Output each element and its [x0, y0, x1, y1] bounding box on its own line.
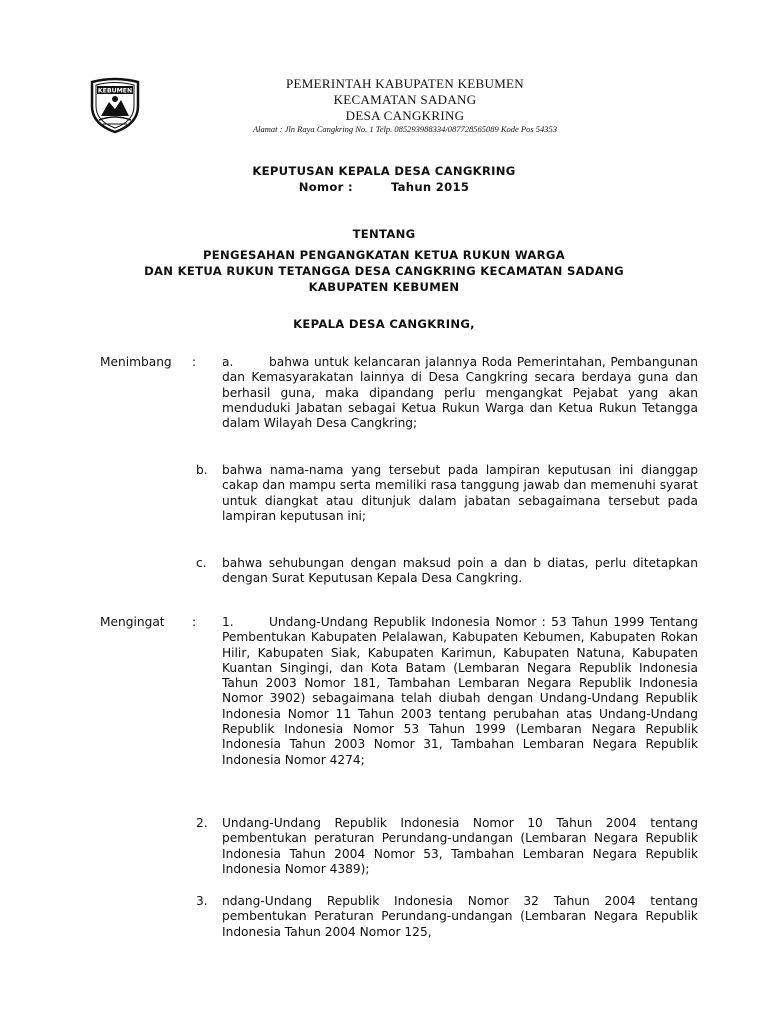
decree-number-label: Nomor :	[298, 180, 353, 194]
decree-authority: KEPALA DESA CANGKRING,	[293, 317, 475, 331]
menimbang-label: Menimbang	[100, 355, 172, 369]
decree-title: KEPUTUSAN KEPALA DESA CANGKRING	[252, 164, 516, 178]
mengingat-label: Mengingat	[100, 615, 165, 629]
mengingat-item-2: Undang-Undang Republik Indonesia Nomor 10 Tahun 2004 tentang pembentukan peraturan Perundang-undangan (Lembaran Negara Republik Indonesia Tahun 2004 Nomor 53, Tambahan Lembaran Negara Republik Indonesia Nomor 4389);	[222, 816, 698, 876]
menimbang-mark-c: c.	[196, 556, 207, 570]
mengingat-item-3: ndang-Undang Republik Indonesia Nomor 32 Tahun 2004 tentang pembentukan Peraturan Perundang-undangan (Lembaran Negara Republik Indonesia Tahun 2004 Nomor 125,	[222, 894, 698, 939]
letterhead-government: PEMERINTAH KABUPATEN KEBUMEN	[285, 76, 524, 91]
kebumen-crest-icon	[89, 76, 141, 134]
mengingat-colon: :	[192, 615, 197, 629]
decree-subject-line2: DAN KETUA RUKUN TETANGGA DESA CANGKRING KECAMATAN SADANG	[144, 264, 624, 278]
decree-subject-line1: PENGESAHAN PENGANGKATAN KETUA RUKUN WARGA	[202, 248, 565, 262]
menimbang-item-c: bahwa sehubungan dengan maksud poin a dan b diatas, perlu ditetapkan dengan Surat Keputusan Kepala Desa Cangkring.	[222, 556, 698, 586]
menimbang-item-a: bahwa untuk kelancaran jalannya Roda Pemerintahan, Pembangunan dan Kemasyarakatan lainnya di Desa Cangkring secara berdaya guna dan berhasil guna, maka dipandang perlu mengangkat Pejabat yang akan menduduki Jabatan sebagai Ketua Rukun Warga dan Ketua Rukun Tetangga dalam Wilayah Desa Cangkring;	[222, 355, 698, 431]
mengingat-mark-3: 3.	[196, 894, 208, 908]
letterhead-address: Alamat : Jln Raya Cangkring No. 1 Telp. 085293988334/087728565089 Kode Pos 54353	[252, 124, 558, 134]
svg-text:KEBUMEN: KEBUMEN	[97, 87, 133, 95]
letterhead-district: KECAMATAN SADANG	[333, 92, 477, 107]
menimbang-mark-b: b.	[196, 463, 208, 477]
mengingat-mark-1: 1.	[222, 615, 234, 629]
mengingat-item-1: Undang-Undang Republik Indonesia Nomor : 53 Tahun 1999 Tentang Pembentukan Kabupaten Pelalawan, Kabupaten Kebumen, Kabupaten Rokan Hilir, Kabupaten Siak, Kabupaten Karimun, Kabupaten Natuna, Kabupaten Kuantan Singingi, dan Kota Batam (Lembaran Negara Republik Indonesia Tahun 2003 Nomor 181, Tambahan Lembaran Negara Republik Indonesia Nomor 3902) sebagaimana telah diubah dengan Undang-Undang Republik Indonesia Nomor 11 Tahun 2003 tentang perubahan atas Undang-Undang Republik Indonesia Nomor 53 Tahun 1999 (Lembaran Negara Republik Indonesia Tahun 2003 Nomor 31, Tambahan Lembaran Negara Republik Indonesia Nomor 4274;	[222, 615, 698, 767]
letterhead	[0, 76, 768, 136]
letterhead-village: DESA CANGKRING	[345, 108, 465, 123]
decree-about: TENTANG	[352, 227, 416, 241]
decree-subject-line3: KABUPATEN KEBUMEN	[308, 280, 460, 294]
decree-number-line	[0, 179, 768, 195]
decree-year: Tahun 2015	[390, 180, 470, 194]
mengingat-mark-2: 2.	[196, 816, 208, 830]
menimbang-mark-a: a.	[222, 355, 234, 369]
menimbang-colon: :	[192, 355, 197, 369]
menimbang-item-b: bahwa nama-nama yang tersebut pada lampiran keputusan ini dianggap cakap dan mampu serta memiliki rasa tanggung jawab dan memenuhi syarat untuk diangkat atau ditunjuk dalam jabatan sebagaimana tersebut pada lampiran keputusan ini;	[222, 463, 698, 523]
